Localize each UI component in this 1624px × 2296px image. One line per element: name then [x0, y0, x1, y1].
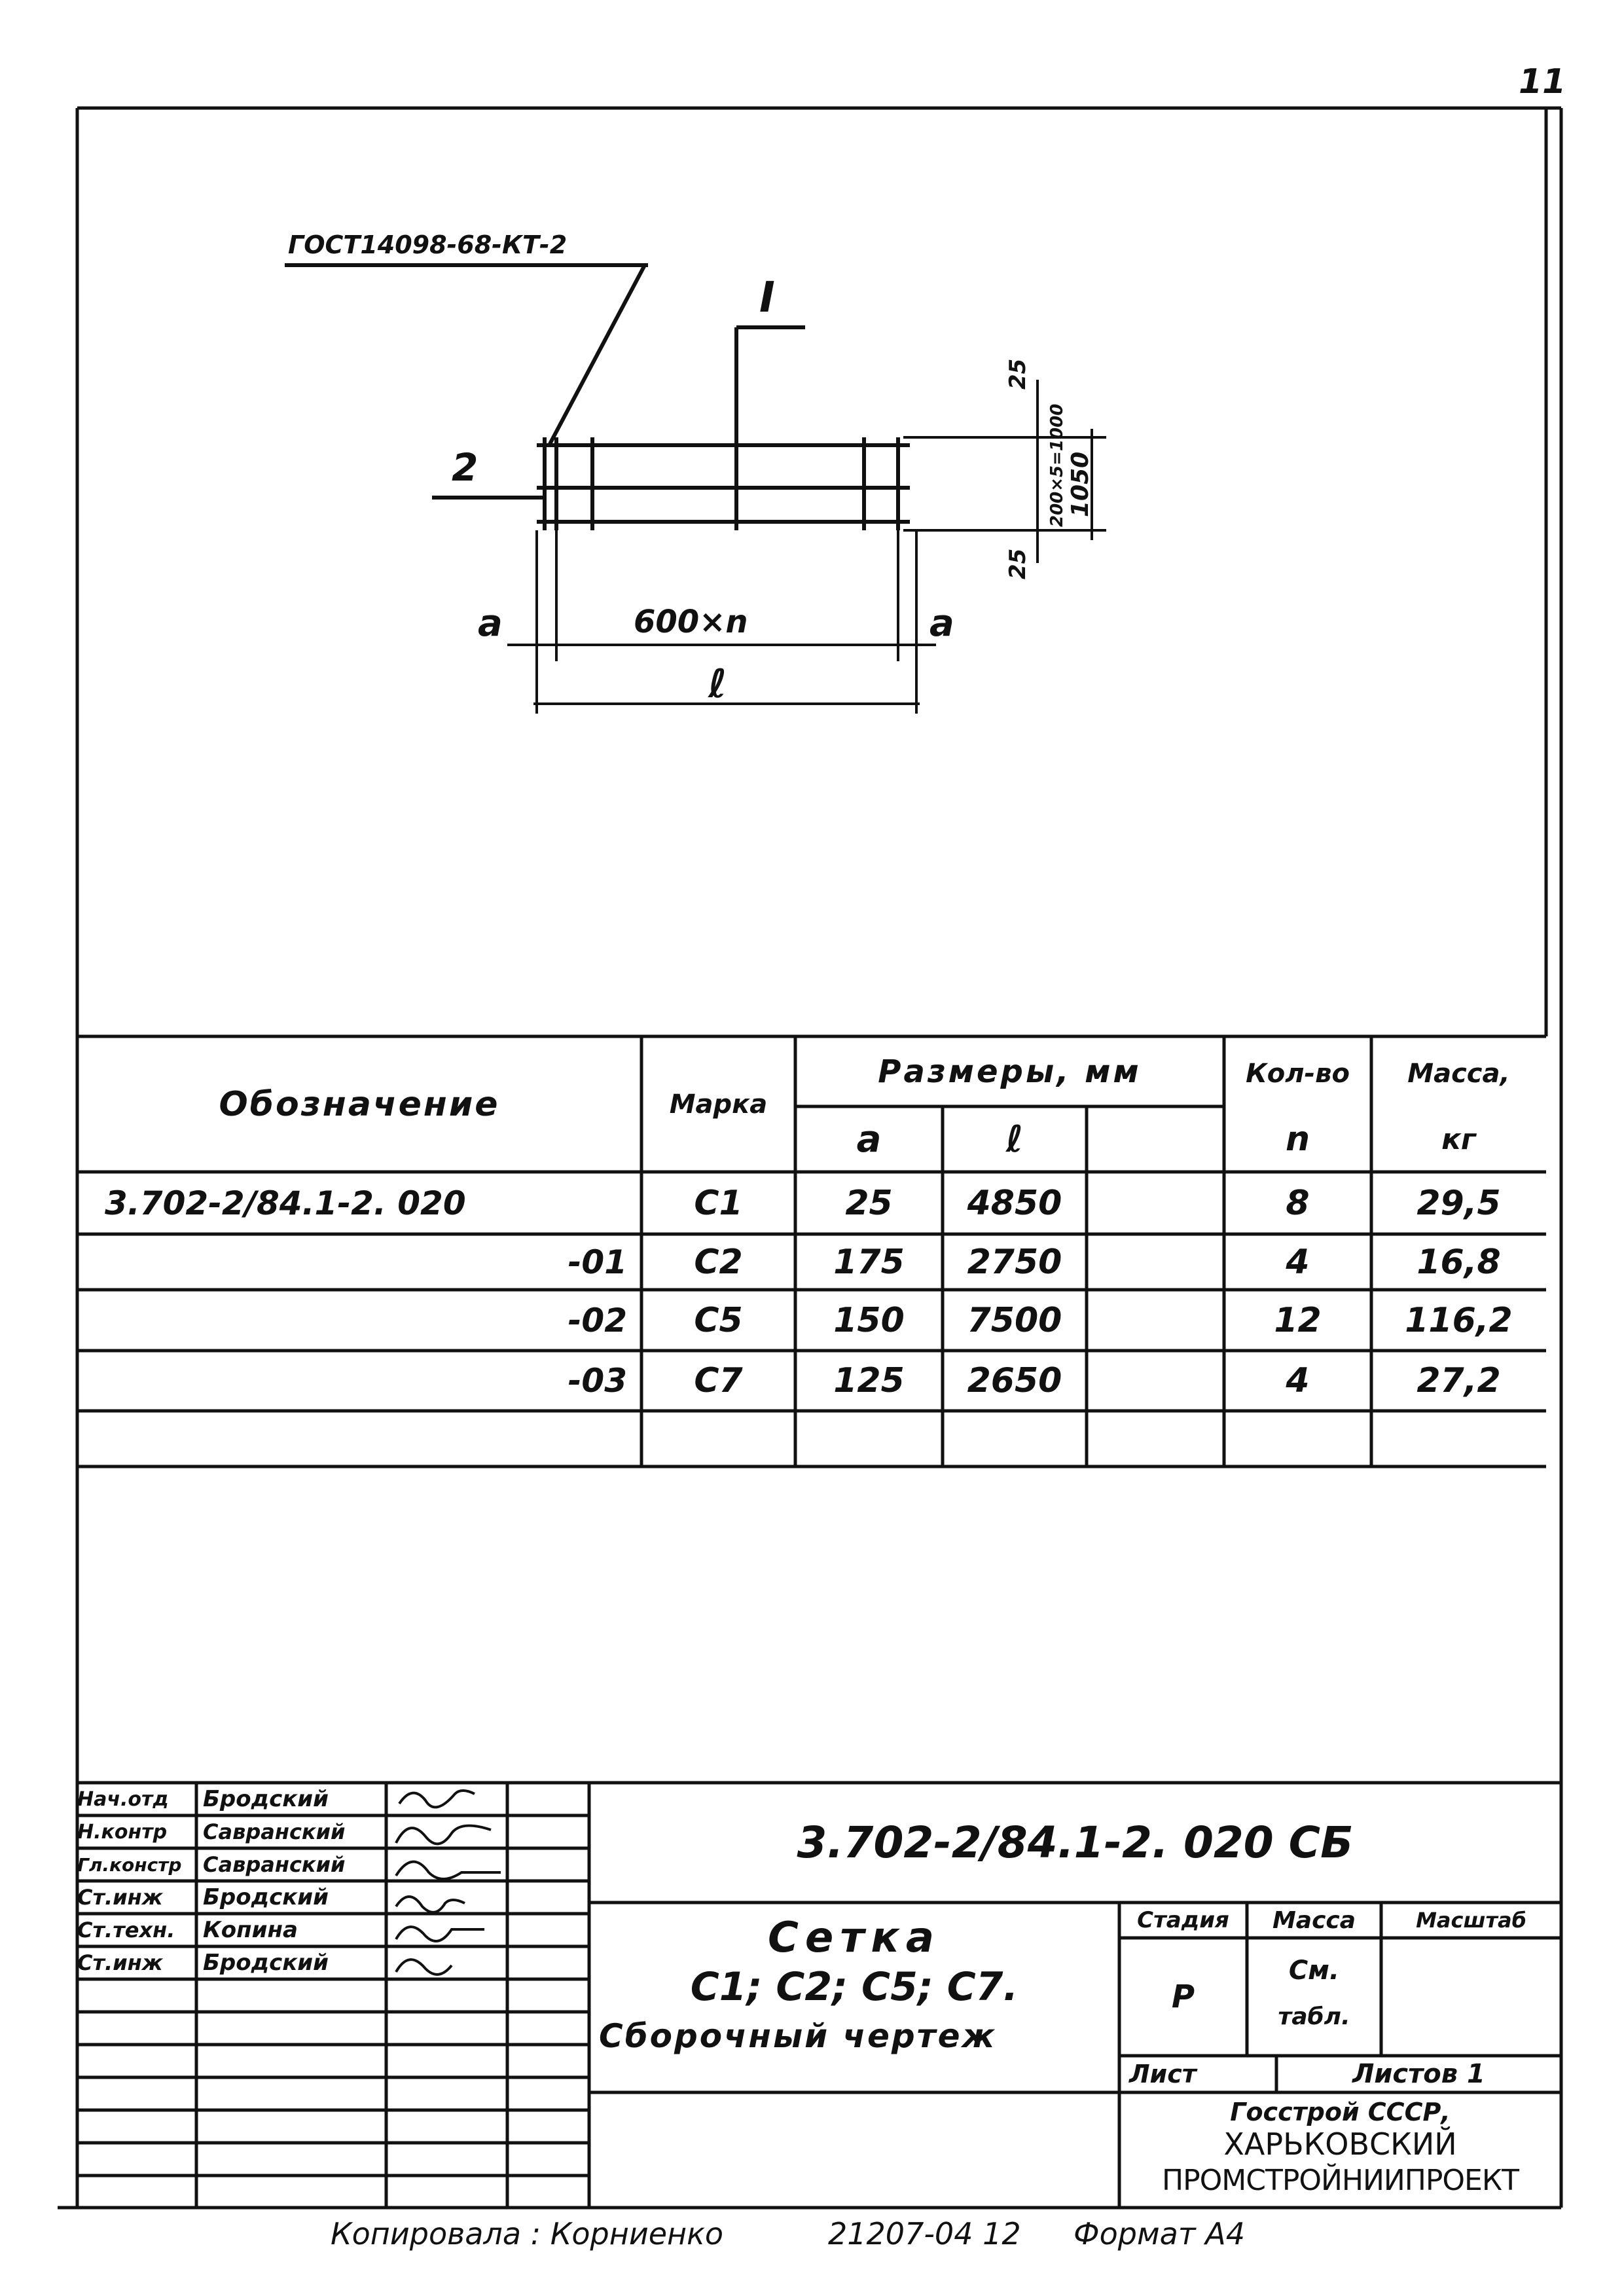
title-line-1: Сетка — [767, 1914, 941, 1962]
mass-header: Масса — [1272, 1906, 1356, 1934]
dim-side-right-label: a — [929, 602, 954, 645]
signature-5 — [396, 1927, 484, 1941]
dim-pitch-label: 600×n — [634, 604, 748, 640]
footer-order: 21207-04 12 — [828, 2216, 1021, 2251]
signature-role-3: Гл.констр — [77, 1853, 182, 1876]
header-designation: Обозначение — [219, 1084, 500, 1124]
signature-role-2: Н.контр — [77, 1820, 168, 1844]
signature-role-4: Ст.инж — [77, 1885, 163, 1910]
header-mass-unit: кг — [1441, 1122, 1476, 1156]
table-row-2-mass: 16,8 — [1416, 1242, 1501, 1282]
dim-bottom-label: 25 — [1005, 548, 1031, 579]
stage-value: Р — [1171, 1978, 1195, 2015]
dim-pitch-vertical-label: 200×5=1000 — [1047, 403, 1067, 527]
table-row-2-designation: -01 — [568, 1243, 627, 1281]
table-row-3-l: 7500 — [967, 1300, 1062, 1340]
signature-name-1: Бродский — [203, 1786, 329, 1812]
header-qty-sub: n — [1285, 1120, 1310, 1159]
header-qty: Кол-во — [1246, 1059, 1350, 1089]
mass-value-1: См. — [1288, 1956, 1340, 1986]
dim-height-label: 1050 — [1067, 451, 1094, 517]
table-row-3-designation: -02 — [568, 1301, 627, 1339]
table-row-2-l: 2750 — [967, 1242, 1062, 1282]
gost-leader-label: ГОСТ14098-68-КТ-2 — [288, 230, 568, 259]
table-row-2-mark: С2 — [694, 1242, 743, 1282]
table-row-1-mark: С1 — [694, 1183, 743, 1223]
footer-format: Формат А4 — [1074, 2216, 1245, 2251]
table-row-3-mass: 116,2 — [1405, 1300, 1513, 1340]
signature-name-2: Савранский — [203, 1819, 346, 1844]
table-row-4-n: 4 — [1286, 1361, 1310, 1400]
stage-header: Стадия — [1137, 1907, 1229, 1933]
table-row-1-n: 8 — [1286, 1183, 1310, 1223]
org-line-1: Госстрой СССР, — [1230, 2098, 1451, 2126]
table-row-1-a: 25 — [845, 1183, 893, 1223]
section-label: I — [759, 274, 775, 322]
mass-value-2: табл. — [1278, 2003, 1350, 2030]
header-dimensions: Размеры, мм — [878, 1053, 1142, 1090]
signature-2 — [396, 1826, 491, 1844]
table-row-4-mass: 27,2 — [1416, 1361, 1501, 1400]
signature-name-6: Бродский — [203, 1950, 329, 1976]
table-row-4-l: 2650 — [967, 1361, 1062, 1400]
header-mass: Масса, — [1407, 1059, 1510, 1089]
signature-role-5: Ст.техн. — [77, 1918, 175, 1942]
title-line-2: С1; С2; С5; С7. — [690, 1964, 1019, 2010]
mesh-drawing — [285, 265, 910, 530]
dim-side-left-label: a — [478, 602, 503, 645]
sheets-label: Листов 1 — [1352, 2059, 1485, 2089]
table-row-1-designation: 3.702-2/84.1-2. 020 — [105, 1184, 466, 1222]
org-line-3: ПРОМСТРОЙНИИПРОЕКТ — [1162, 2163, 1519, 2197]
table-row-1-l: 4850 — [967, 1183, 1062, 1223]
signature-role-1: Нач.отд — [77, 1787, 169, 1811]
table-row-2-n: 4 — [1286, 1242, 1310, 1282]
header-mark: Марка — [669, 1089, 768, 1120]
signature-name-4: Бродский — [203, 1884, 329, 1910]
dim-top-label: 25 — [1005, 358, 1031, 390]
signature-1 — [399, 1791, 475, 1807]
dim-total-label: ℓ — [708, 661, 727, 707]
document-code: 3.702-2/84.1-2. 020 СБ — [797, 1817, 1354, 1868]
sheet-label: Лист — [1129, 2060, 1197, 2088]
header-dim-a: a — [856, 1118, 882, 1161]
title-line-3: Сборочный чертеж — [599, 2017, 997, 2055]
table-row-3-a: 150 — [833, 1300, 905, 1340]
table-row-3-n: 12 — [1274, 1300, 1322, 1340]
table-row-1-mass: 29,5 — [1416, 1183, 1501, 1223]
table-row-4-mark: С7 — [694, 1361, 743, 1400]
dimension-lines — [507, 380, 1106, 714]
scale-header: Масштаб — [1416, 1908, 1526, 1933]
signature-3 — [396, 1862, 501, 1879]
signature-name-3: Савранский — [203, 1852, 346, 1877]
table-row-4-designation: -03 — [568, 1362, 627, 1400]
footer-copied-by: Копировала : Корниенко — [331, 2216, 724, 2251]
signature-4 — [396, 1897, 465, 1912]
position-label: 2 — [452, 445, 478, 490]
signature-name-5: Копина — [203, 1917, 298, 1943]
table-row-2-a: 175 — [833, 1242, 905, 1282]
table-row-3-mark: С5 — [694, 1300, 743, 1340]
sheet-number: 11 — [1519, 62, 1566, 101]
org-line-2: ХАРЬКОВСКИЙ — [1223, 2126, 1457, 2162]
signature-6 — [396, 1959, 452, 1975]
header-dim-l: ℓ — [1005, 1118, 1024, 1161]
signature-role-6: Ст.инж — [77, 1950, 163, 1975]
table-row-4-a: 125 — [833, 1361, 905, 1400]
